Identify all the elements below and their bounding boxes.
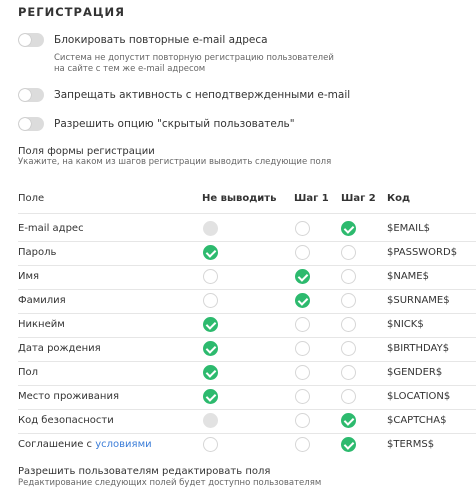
column-header-step2: Шаг 2 (341, 193, 376, 204)
field-name (18, 343, 101, 354)
radio-none (203, 413, 218, 428)
column-header-step1: Шаг 1 (294, 193, 329, 204)
toggle-row-hidden-user (18, 117, 295, 131)
allow-edit-hint: Редактирование следующих полей будет доступно пользователям (18, 478, 322, 488)
radio-step1[interactable] (295, 293, 310, 308)
radio-step1[interactable] (295, 269, 310, 284)
field-code: $TERMS$ (387, 439, 435, 450)
field-code: $LOCATION$ (387, 391, 451, 402)
field-code: $BIRTHDAY$ (387, 343, 450, 354)
radio-none[interactable] (203, 389, 218, 404)
radio-step2[interactable] (341, 365, 356, 380)
column-header-none: Не выводить (202, 193, 277, 204)
field-name-text: E-mail адрес (18, 223, 84, 234)
radio-none[interactable] (203, 341, 218, 356)
table-row (0, 218, 476, 242)
radio-step1[interactable] (295, 413, 310, 428)
field-name (18, 367, 38, 378)
toggle-unconfirmed-email[interactable] (18, 88, 44, 102)
field-name (18, 391, 119, 402)
radio-step2[interactable] (341, 341, 356, 356)
field-name-text: Место проживания (18, 391, 119, 402)
radio-none[interactable] (203, 365, 218, 380)
section-title: РЕГИСТРАЦИЯ (18, 5, 125, 19)
table-row (0, 266, 476, 290)
table-row (0, 410, 476, 434)
table-row (0, 386, 476, 410)
field-code: $EMAIL$ (387, 223, 431, 234)
table-row (0, 242, 476, 266)
field-code: $SURNAME$ (387, 295, 450, 306)
radio-step1[interactable] (295, 317, 310, 332)
toggle-knob (19, 89, 31, 101)
toggle-row-block-duplicate-email (18, 33, 268, 47)
field-name-text: Код безопасности (18, 415, 114, 426)
radio-none[interactable] (203, 317, 218, 332)
toggle-hidden-user[interactable] (18, 117, 44, 131)
field-name-text: Пароль (18, 247, 57, 258)
terms-link[interactable]: условиями (95, 439, 152, 450)
field-name-text: Никнейм (18, 319, 65, 330)
field-name (18, 439, 152, 450)
radio-step2[interactable] (341, 269, 356, 284)
radio-step2[interactable] (341, 293, 356, 308)
column-header-field: Поле (18, 193, 45, 204)
toggle-label: Блокировать повторные e-mail адреса (54, 34, 268, 46)
field-name (18, 247, 56, 258)
field-name-text: Дата рождения (18, 343, 101, 354)
radio-none[interactable] (203, 293, 218, 308)
table-divider (18, 213, 476, 214)
field-name-text: Фамилия (18, 295, 66, 306)
field-name (18, 223, 84, 234)
radio-step2[interactable] (341, 317, 356, 332)
table-row (0, 314, 476, 338)
radio-step2[interactable] (341, 389, 356, 404)
toggle-label: Запрещать активность с неподтвержденными e-mail (54, 89, 351, 101)
toggle-knob (19, 34, 31, 46)
fields-hint: Укажите, на каком из шагов регистрации выводить следующие поля (18, 157, 332, 167)
field-name-text: Пол (18, 367, 39, 378)
toggle-knob (19, 118, 31, 130)
field-name (18, 271, 39, 282)
toggle-block-duplicate-email[interactable] (18, 33, 44, 47)
field-code: $NICK$ (387, 319, 424, 330)
column-header-code: Код (387, 193, 411, 204)
allow-edit-title: Разрешить пользователям редактировать поля (18, 466, 271, 477)
radio-step1[interactable] (295, 245, 310, 260)
radio-step1[interactable] (295, 389, 310, 404)
table-row (0, 338, 476, 362)
table-row (0, 434, 476, 458)
radio-step2[interactable] (341, 245, 356, 260)
radio-none (203, 221, 218, 236)
field-name (18, 319, 65, 330)
field-name (18, 295, 66, 306)
radio-step2[interactable] (341, 413, 356, 428)
field-code: $GENDER$ (387, 367, 443, 378)
table-row (0, 290, 476, 314)
field-code: $PASSWORD$ (387, 247, 458, 258)
field-name (18, 415, 114, 426)
toggle-label: Разрешить опцию "скрытый пользователь" (54, 118, 295, 130)
radio-step1[interactable] (295, 437, 310, 452)
radio-step2[interactable] (341, 221, 356, 236)
radio-step1[interactable] (295, 221, 310, 236)
field-name-text: Соглашение с (18, 439, 96, 450)
radio-none[interactable] (203, 245, 218, 260)
field-code: $NAME$ (387, 271, 429, 282)
radio-step1[interactable] (295, 341, 310, 356)
toggle-row-unconfirmed-email (18, 88, 350, 102)
field-name-text: Имя (18, 271, 40, 282)
toggle-hint: Система не допустит повторную регистрацию пользователей на сайте с тем же e-mail адресом (54, 53, 334, 74)
radio-step2[interactable] (341, 437, 356, 452)
radio-none[interactable] (203, 269, 218, 284)
radio-step1[interactable] (295, 365, 310, 380)
fields-title: Поля формы регистрации (18, 146, 155, 157)
radio-none[interactable] (203, 437, 218, 452)
field-code: $CAPTCHA$ (387, 415, 447, 426)
table-row (0, 362, 476, 386)
